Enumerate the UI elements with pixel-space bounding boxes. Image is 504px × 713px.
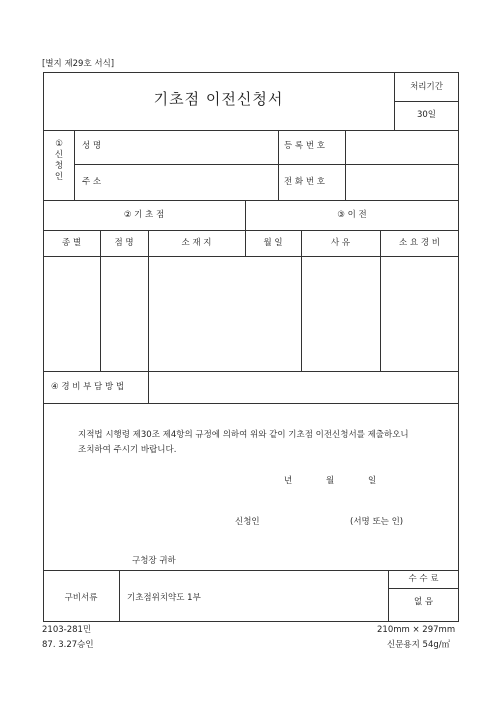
applicant-side-label: ① 신청인 — [54, 139, 64, 182]
name-label: 성 명 — [82, 141, 102, 151]
address-label: 주 소 — [82, 177, 102, 187]
section-transfer: ③ 이 전 — [337, 210, 367, 220]
form-border — [43, 72, 459, 622]
recipient: 구청장 귀하 — [132, 556, 176, 566]
reg-number-label: 등 록 번 호 — [284, 141, 325, 151]
phone-label: 전 화 번 호 — [284, 177, 325, 187]
col-location: 소 재 지 — [181, 238, 212, 248]
date-day: 일 — [368, 476, 377, 486]
col-point-name: 점 명 — [114, 238, 134, 248]
form-title: 기초점 이전신청서 — [153, 90, 284, 108]
processing-label: 처리기간 — [410, 82, 443, 92]
statement-line-1: 지적법 시행령 제30조 제4항의 규정에 의하여 위와 같이 기초점 이전신청서를 제출하오니 — [78, 430, 409, 440]
footer-size: 210mm × 297mm — [377, 625, 456, 635]
col-date: 월 일 — [263, 238, 283, 248]
signer-label: 신청인 — [235, 517, 260, 527]
col-reason: 사 유 — [330, 238, 351, 248]
statement-line-2: 조치하여 주시기 바랍니다. — [78, 445, 177, 455]
date-month: 월 — [326, 476, 335, 486]
signature-note: (서명 또는 인) — [350, 517, 404, 527]
fee-value: 없 음 — [413, 597, 434, 607]
processing-value: 30일 — [416, 110, 437, 120]
footer-approval: 87. 3.27승인 — [42, 640, 94, 650]
footer-code: 2103-281민 — [42, 625, 92, 635]
footer-paper: 신문용지 54g/㎡ — [387, 640, 451, 650]
expense-label: ④ 경 비 부 담 방 법 — [51, 382, 125, 392]
col-type: 종 별 — [61, 238, 82, 248]
date-year: 년 — [284, 476, 293, 486]
form-label: [별지 제29호 서식] — [42, 59, 115, 69]
processing-divider — [394, 101, 459, 102]
fee-label: 수 수 료 — [408, 574, 439, 584]
col-cost: 소 요 경 비 — [399, 238, 440, 248]
section-base-point: ② 기 초 점 — [123, 210, 165, 220]
attachments-value: 기초점위치약도 1부 — [127, 593, 201, 603]
attachments-label: 구비서류 — [64, 593, 98, 603]
